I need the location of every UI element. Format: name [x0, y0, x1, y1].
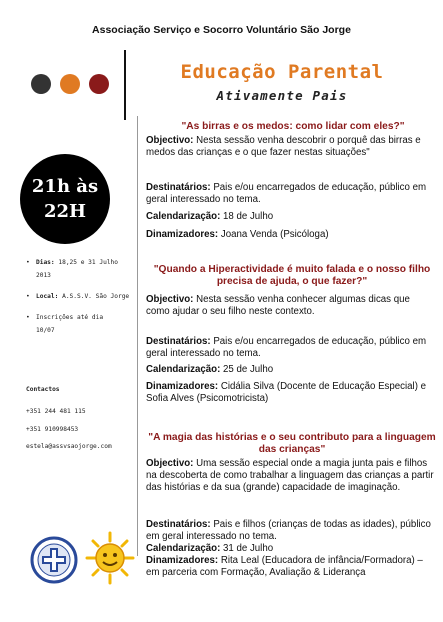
session-2-objective-text: Nesta sessão venha conhecer algumas dicas que como ajudar o seu filho neste contexto. [146, 294, 410, 318]
dates-value: 18,25 e 31 Julho 2013 [36, 259, 118, 279]
association-logo [28, 535, 80, 585]
page-title: Educação Parental [180, 61, 384, 83]
phone-2: +351 910998453 [26, 426, 79, 433]
session-3-date [146, 543, 436, 555]
session-1-objective-text: Nesta sessão venha descobrir o porquê das birras e medos das crianças e o que fazer nestas situações" [146, 135, 421, 159]
session-1-facilitators [146, 229, 436, 241]
session-2-facilitators-text: Cidália Silva (Docente de Educação Especial) e Sofia Alves (Psicomotricista) [146, 381, 427, 405]
session-1-audience-label: Destinatários: [146, 182, 211, 193]
sidebar-divider [137, 116, 138, 556]
session-2-facilitators-label: Dinamizadores: [146, 381, 219, 392]
session-3-date-text: 31 de Julho [223, 543, 274, 554]
page-subtitle: Ativamente Pais [216, 88, 348, 103]
time-badge-line2: 22H [43, 201, 87, 222]
inscriptions-info: • Inscrições até dia 10/07 [36, 311, 106, 337]
session-2-date [146, 364, 436, 376]
session-2-audience-label: Destinatários: [146, 336, 211, 347]
local-label: Local: [36, 293, 59, 300]
organization-name: Associação Serviço e Socorro Voluntário São Jorge [92, 24, 351, 36]
dates-info [36, 256, 126, 282]
email-contact[interactable]: estela@assvsaojorge.com [26, 443, 112, 450]
session-3-date-label: Calendarização: [146, 543, 221, 554]
session-3-question: "A magia das histórias e o seu contributo para a linguagem das crianças" [148, 432, 436, 455]
session-2-objective-label: Objectivo: [146, 294, 194, 305]
session-1-date-text: 18 de Julho [223, 211, 274, 222]
time-badge-line1: 21h às [31, 176, 99, 197]
session-3-objective [146, 458, 436, 495]
red-dot-decoration [89, 74, 109, 94]
session-1-question: "As birras e os medos: como lidar com eles?" [181, 121, 405, 132]
session-1-audience-text: Pais e/ou encarregados de educação, público em geral interessado no tema. [146, 182, 427, 206]
grey-dot-decoration [31, 74, 51, 94]
session-1-objective-label: Objectivo: [146, 135, 194, 146]
local-value: A.S.S.V. São Jorge [62, 293, 130, 300]
session-2-date-label: Calendarização: [146, 364, 221, 375]
session-3-audience-label: Destinatários: [146, 519, 211, 530]
phone-1: +351 244 481 115 [26, 408, 86, 415]
sun-logo [85, 531, 135, 585]
session-1-date-label: Calendarização: [146, 211, 221, 222]
session-1-objective [146, 135, 436, 159]
session-2-objective [146, 294, 436, 318]
session-1-facilitators-text: Joana Venda (Psicóloga) [220, 229, 329, 240]
session-1-facilitators-label: Dinamizadores: [146, 229, 219, 240]
session-1-audience [146, 182, 436, 206]
time-badge [20, 154, 110, 244]
session-2-date-text: 25 de Julho [223, 364, 274, 375]
session-1-date [146, 211, 436, 223]
session-2-facilitators [146, 381, 436, 405]
session-3-facilitators-label: Dinamizadores: [146, 555, 219, 566]
session-3-audience [146, 519, 436, 543]
session-3-objective-label: Objectivo: [146, 458, 194, 469]
session-3-objective-text: Uma sessão especial onde a magia junta pais e filhos na descoberta de como trabalhar a linguagem das crianças a partir das histórias e da sua (grande) capacidade de imaginação. [146, 458, 434, 494]
session-2-audience [146, 336, 436, 360]
dates-label: Dias: [36, 259, 55, 266]
session-3-facilitators [146, 555, 436, 579]
contacts-title: Contactos [26, 386, 60, 393]
session-2-audience-text: Pais e/ou encarregados de educação, público em geral interessado no tema. [146, 336, 427, 360]
session-2-question: "Quando a Hiperactividade é muito falada e o nosso filho precisa de ajuda, o que fazer?" [153, 264, 431, 287]
session-3-facilitators-text: Rita Leal (Educadora de infância/Formadora) – em parceria com Formação, Avaliação & Liderança [146, 555, 423, 579]
session-3-audience-text: Pais e filhos (crianças de todas as idades), público em geral interessado no tema. [146, 519, 431, 543]
header-divider [124, 50, 126, 120]
local-info [36, 290, 132, 303]
orange-dot-decoration [60, 74, 80, 94]
